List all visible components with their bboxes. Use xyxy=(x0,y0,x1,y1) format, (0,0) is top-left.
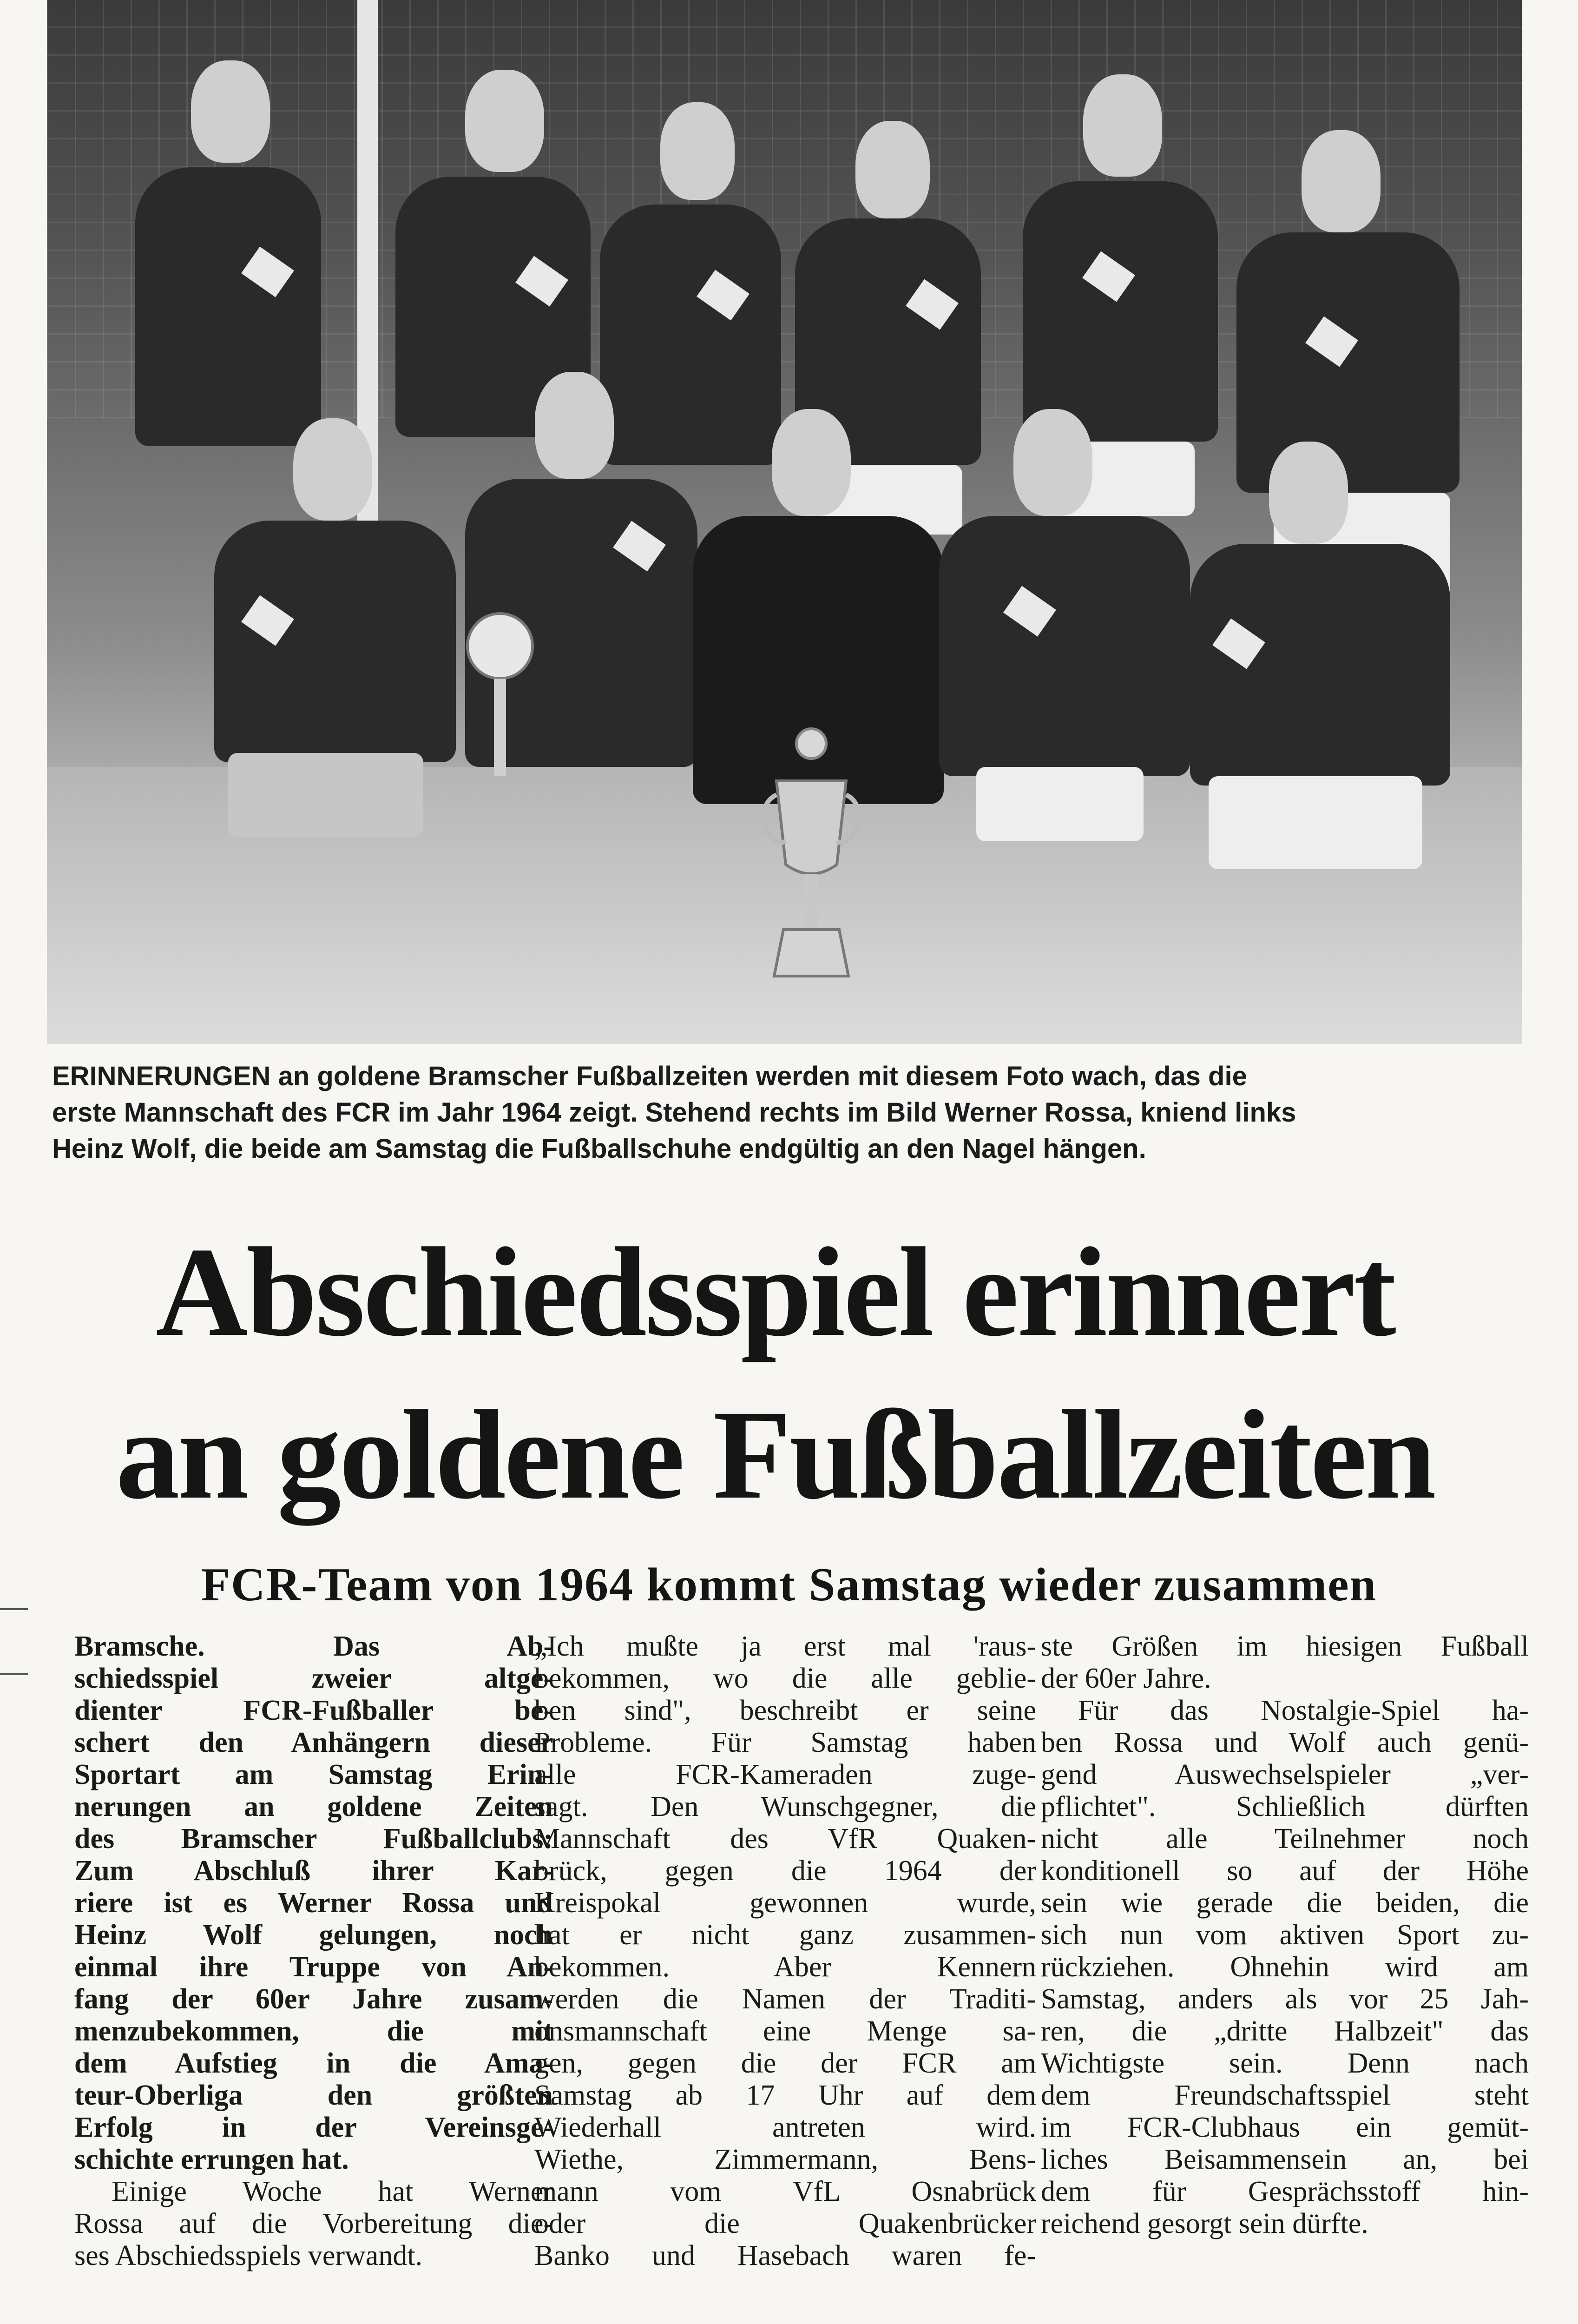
text-line: ben Rossa und Wolf auch genü- xyxy=(1041,1727,1529,1758)
headline-line-2: an goldene Fußballzeiten xyxy=(116,1384,1434,1525)
text-line: einmal ihre Truppe von An- xyxy=(74,1951,553,1983)
text-line: konditionell so auf der Höhe xyxy=(1041,1855,1529,1887)
text-line: Bramsche. Das Ab- xyxy=(74,1631,553,1662)
text-line: reichend gesorgt sein dürfte. xyxy=(1041,2208,1368,2239)
text-line: des Bramscher Fußballclubs: xyxy=(74,1823,553,1855)
text-line: teur-Oberliga den größten xyxy=(74,2080,553,2111)
margin-mark xyxy=(0,1673,28,1675)
text-line: Erfolg in der Vereinsge- xyxy=(74,2112,553,2143)
kneeling-player-heinz-wolf xyxy=(186,418,484,999)
text-line: liches Beisammensein an, bei xyxy=(1041,2144,1529,2175)
text-line: ben sind", beschreibt er seine xyxy=(534,1695,1036,1726)
text-line: rückziehen. Ohnehin wird am xyxy=(1041,1951,1529,1983)
trophy-cup xyxy=(758,725,865,985)
text-line: gend Auswechselspieler „ver- xyxy=(1041,1759,1529,1790)
text-line: ses Abschiedsspiels verwandt. xyxy=(74,2240,423,2271)
text-line: werden die Namen der Traditi- xyxy=(534,1983,1036,2015)
text-line: sagt. Den Wunschgegner, die xyxy=(534,1791,1036,1822)
text-line: dienter FCR-Fußballer be- xyxy=(74,1695,553,1726)
text-line: alle FCR-Kameraden zuge- xyxy=(534,1759,1036,1790)
article-column-1 xyxy=(74,1631,553,2272)
text-line: Zum Abschluß ihrer Kar- xyxy=(74,1855,553,1887)
text-line: Heinz Wolf gelungen, noch xyxy=(74,1919,553,1951)
text-line: pflichtet". Schließlich dürften xyxy=(1041,1791,1529,1822)
text-line: schert den Anhängern dieser xyxy=(74,1727,553,1758)
text-line: schiedsspiel zweier altge- xyxy=(74,1663,553,1694)
text-line: Mannschaft des VfR Quaken- xyxy=(534,1823,1036,1855)
subheadline: FCR-Team von 1964 kommt Samstag wieder zusammen xyxy=(201,1558,1377,1611)
kneeling-player xyxy=(1171,442,1469,999)
text-line: Sportart am Samstag Erin- xyxy=(74,1759,553,1790)
text-line: brück, gegen die 1964 der xyxy=(534,1855,1036,1887)
text-line: menzubekommen, die mit xyxy=(74,2015,553,2047)
text-line: Wichtigste sein. Denn nach xyxy=(1041,2047,1529,2079)
text-line: schichte errungen hat. xyxy=(74,2144,349,2175)
text-line: Kreispokal gewonnen wurde, xyxy=(534,1887,1036,1919)
text-line: onsmannschaft eine Menge sa- xyxy=(534,2015,1036,2047)
text-line: dem Freundschaftsspiel steht xyxy=(1041,2080,1529,2111)
text-line: der 60er Jahre. xyxy=(1041,1663,1211,1694)
text-line: oder die Quakenbrücker xyxy=(534,2208,1036,2239)
text-line: dem für Gesprächsstoff hin- xyxy=(1041,2176,1529,2207)
text-line: im FCR-Clubhaus ein gemüt- xyxy=(1041,2112,1529,2143)
text-line: Einige Woche hat Werner xyxy=(112,2176,553,2207)
text-line: Probleme. Für Samstag haben xyxy=(534,1727,1036,1758)
text-line: mann vom VfL Osnabrück xyxy=(534,2176,1036,2207)
text-line: riere ist es Werner Rossa und xyxy=(74,1887,553,1919)
text-line: sich nun vom aktiven Sport zu- xyxy=(1041,1919,1529,1951)
text-line: nicht alle Teilnehmer noch xyxy=(1041,1823,1529,1855)
text-line: gen, gegen die der FCR am xyxy=(534,2047,1036,2079)
text-line: sein wie gerade die beiden, die xyxy=(1041,1887,1529,1919)
text-line: Für das Nostalgie-Spiel ha- xyxy=(1078,1695,1529,1726)
text-line: ren, die „dritte Halbzeit" das xyxy=(1041,2015,1529,2047)
text-line: bekommen. Aber Kennern xyxy=(534,1951,1036,1983)
text-line: „Ich mußte ja erst mal 'raus- xyxy=(534,1631,1036,1662)
text-line: Samstag ab 17 Uhr auf dem xyxy=(534,2080,1036,2111)
caption-line: Heinz Wolf, die beide am Samstag die Fußballschuhe endgültig an den Nagel hängen. xyxy=(52,1134,1146,1164)
text-line: Wiethe, Zimmermann, Bens- xyxy=(534,2144,1036,2175)
text-line: bekommen, wo die alle geblie- xyxy=(534,1663,1036,1694)
text-line: Samstag, anders als vor 25 Jah- xyxy=(1041,1983,1529,2015)
photo-caption xyxy=(52,1058,1520,1167)
team-photo xyxy=(47,0,1522,1044)
text-line: hat er nicht ganz zusammen- xyxy=(534,1919,1036,1951)
caption-line: erste Mannschaft des FCR im Jahr 1964 zeigt. Stehend rechts im Bild Werner Rossa, kniend links xyxy=(52,1097,1296,1128)
text-line: fang der 60er Jahre zusam- xyxy=(74,1983,553,2015)
text-line: Rossa auf die Vorbereitung die- xyxy=(74,2208,553,2239)
text-line: dem Aufstieg in die Ama- xyxy=(74,2047,553,2079)
article-column-3 xyxy=(1041,1631,1529,2240)
margin-mark xyxy=(0,1608,28,1610)
ball-trophy xyxy=(465,609,535,776)
article-column-2 xyxy=(534,1631,1036,2272)
kneeling-player xyxy=(930,409,1209,990)
text-line: ste Größen im hiesigen Fußball xyxy=(1041,1631,1529,1662)
text-line: Wiederhall antreten wird. xyxy=(534,2112,1036,2143)
headline-line-1: Abschiedsspiel erinnert xyxy=(156,1221,1394,1363)
caption-line: ERINNERUNGEN an goldene Bramscher Fußballzeiten werden mit diesem Foto wach, das die xyxy=(52,1061,1247,1091)
text-line: Banko und Hasebach waren fe- xyxy=(534,2240,1036,2271)
text-line: nerungen an goldene Zeiten xyxy=(74,1791,553,1822)
